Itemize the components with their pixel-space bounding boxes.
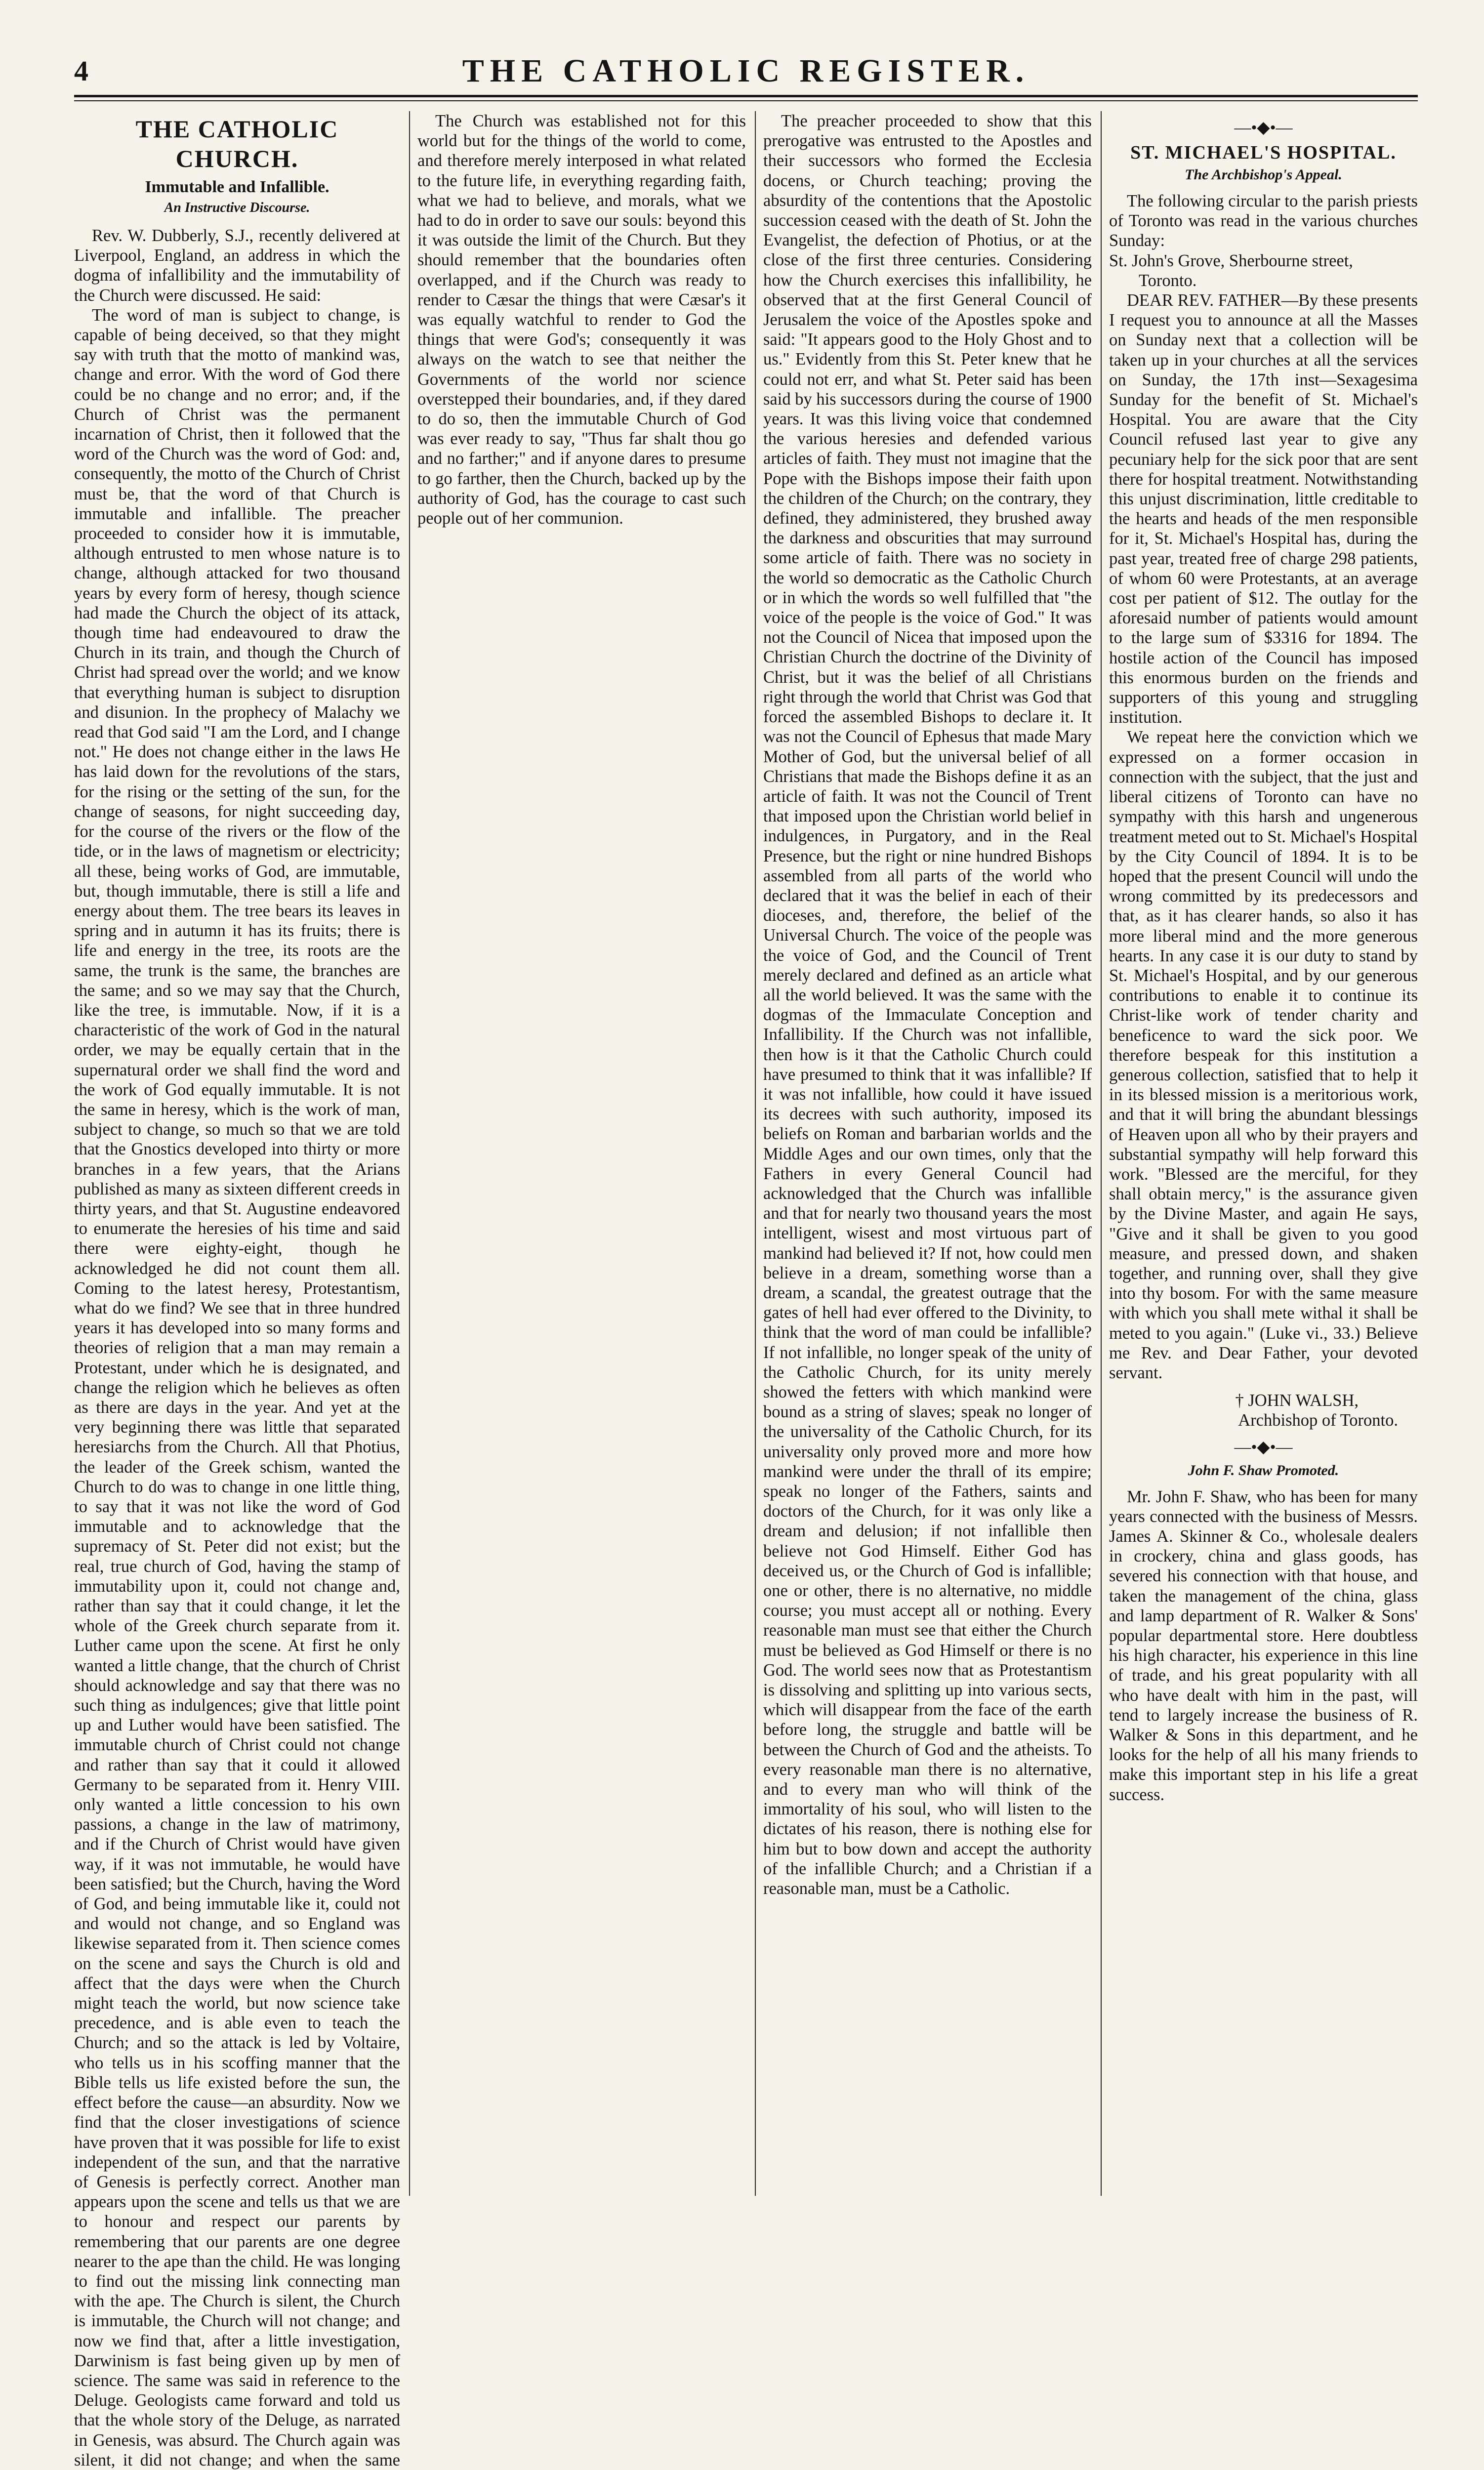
hospital-intro: The following circular to the parish priests of Toronto was read in the various churches Sunday: bbox=[1109, 192, 1418, 250]
page-number: 4 bbox=[74, 55, 88, 87]
article-paragraph: Rev. W. Dubberly, S.J., recently delivered at Liverpool, England, an address in which the dogma of infallibility and the immutability of the Church were discussed. He said: bbox=[74, 226, 400, 305]
newspaper-title: THE CATHOLIC REGISTER. bbox=[462, 53, 1030, 89]
shaw-paragraph: Mr. John F. Shaw, who has been for many years connected with the business of Messrs. James A. Skinner & Co., wholesale dealers in crockery, china and glass goods, has severed his connection with that house, and taken the management of the china, glass and lamp department of R. Walker & Sons' popular departmental store. Here doubtless his high character, his experience in this line of trade, and his great popularity with all who have dealt with him in the past, will tend to largely increase the business of R. Walker & Sons in this department, and he looks for the help of all his many friends to make this important step in his life a great success. bbox=[1109, 1487, 1418, 1804]
column-1 bbox=[74, 111, 400, 2470]
section-ornament: —•◆•— bbox=[1234, 119, 1293, 137]
letter-address: St. John's Grove, Sherbourne street, bbox=[1109, 251, 1353, 270]
shaw-headline: John F. Shaw Promoted. bbox=[1188, 1462, 1339, 1479]
article-paragraph: The word of man is subject to change, is capable of being deceived, so that they might say with truth that the motto of mankind was, change and error. With the word of God there could be no change and no error; and, if the Church of Christ was the permanent incarnation of Christ, then it followed that the word of the Church was the word of God: and, consequently, the motto of the Church of Christ must be, that the word of that Church is immutable and infallible. The preacher proceeded to consider how it is immutable, although entrusted to men whose nature is to change, although attacked for two thousand years by every form of heresy, though science had made the Church the object of its attack, though time had endeavoured to draw the Church in its train, and though the Church of Christ had spread over the world; and we know that everything human is subject to disruption and disunion. In the prophecy of Malachy we read that God said "I am the Lord, and I change not." He does not change either in the laws He has laid down for the revolutions of the stars, for the rising or the setting of the sun, for the change of seasons, for night succeeding day, for the course of the rivers or the flow of the tide, or in the laws of magnetism or electricity; all these, being works of God, are immutable, but, though immutable, there is still a life and energy about them. The tree bears its leaves in spring and in autumn it has its fruits; there is life and energy in the tree, its roots are the same, the trunk is the same, the branches are the same; and so we may say that the Church, like the tree, is immutable. Now, if it is a characteristic of the work of God in the natural order, we may be equally certain that in the supernatural order we shall find the word and the work of God equally immutable. It is not the same in heresy, which is the work of man, subject to change, so much so that we are told that the Gnostics developed into thirty or more branches in a few years, that the Arians published as many as sixteen different creeds in thirty years, and that St. Augustine endeavored to enumerate the heresies of his time and said there were eighty-eight, though he acknowledged he did not count them all. Coming to the latest heresy, Protestantism, what do we find? We see that in three hundred years it has developed into so many forms and theories of religion that a man may remain a Protestant, under which he is designated, and change the religion which he believes as often as there are days in the year. And yet at the very beginning there was little that separated heresiarchs from the Church. All that Photius, the leader of the Greek schism, wanted the Church to do was to change in one little thing, to say that it was not like the word of God immutable and to acknowledge that the supremacy of St. Peter did not exist; but the real, true church of God, having the stamp of immutability upon it, could not change and, rather than say that it could change, it let the whole of the Greek church separate from it. Luther came upon the scene. At first he only wanted a little change, that the church of Christ should acknowledge and say that there was no such thing as indulgences; give that little point up and Luther would have been satisfied. The immutable church of Christ could not change and rather than say that it could it allowed Germany to be separated from it. Henry VIII. only wanted a little concession to his own passions, a change in the law of matrimony, and if the Church of Christ would have given way, if it was not immutable, he would have been satisfied; but the Church, having the Word of God, and being immutable like it, could not and would not change, and so England was likewise separated from it. Then science comes on the scene and says the Church is old and affect that the days were when the Church might teach the world, but now science take precedence, and is able even to teach the Church; and so the attack is led by Voltaire, who tells us in his scoffing manner that the Bible tells us life existed before the sun, the effect before the cause—an absurdity. Now we find that the closer investigations of science have proven that it was possible for life to exist independent of the sun, and that the narrative of Genesis is perfectly correct. Another man appears upon the scene and tells us that we are to honour and respect our parents by remembering that our parents are one degree nearer to the ape than the child. He was longing to find out the missing link connecting man with the ape. The Church is silent, the Church is immutable, the Church will not change; and now we find that, after a little investigation, Darwinism is fast being given up by men of science. The same was said in reference to the Deluge. Geologists came forward and told us that the whole story of the Deluge, as narrated in Genesis, was absurd. The Church again was silent, it did not change; and when the same bbox=[74, 305, 400, 2470]
letter-address: Toronto. bbox=[1139, 271, 1197, 290]
article-paragraph: The preacher proceeded to show that this prerogative was entrusted to the Apostles and their successors who formed the Ecclesia docens, or Church teaching; proving the absurdity of the contentions that the Apostolic succession ceased with the death of St. John the Evangelist, the defection of Photius, or at the close of the first three centuries. Considering how the Church exercises this infallibility, he observed that at the first General Council of Jerusalem the voice of the Apostles spoke and said: "It appears good to the Holy Ghost and to us." Evidently from this St. Peter knew that he could not err, and what St. Peter said has been said by his successors during the course of 1900 years. It was this living voice that condemned the various heresies and defended various articles of faith. They must not imagine that the Pope with the Bishops impose their faith upon the children of the Church; on the contrary, they defined, they administered, they brushed away the darkness and obscurities that may surround some article of faith. There was no society in the world so democratic as the Catholic Church or in which the words so well fulfilled that "the voice of the people is the voice of God." It was not the Council of Nicea that imposed upon the Christian Church the doctrine of the Divinity of Christ, but it was the belief of all Christians right through the world that Christ was God that forced the assembled Bishops to declare it. It was not the Council of Ephesus that made Mary Mother of God, but the universal belief of all Christians that made the Bishops define it as an article of faith. It was not the Council of Trent that imposed upon the Christian world belief in indulgences, in Purgatory, and in the Real Presence, but the right or nine hundred Bishops assembled from all parts of the world who declared that it was the belief in each of their dioceses, and, therefore, the belief of the Universal Church. The voice of the people was the voice of God, and the Council of Trent merely declared and defined as an article what all the world believed. It was the same with the dogmas of the Immaculate Conception and Infallibility. If the Church was not infallible, then how is it that the Catholic Church could have presumed to think that it was infallible? If it was not infallible, how could it have issued its decrees with such authority, imposed its beliefs on Roman and barbarian worlds and the Middle Ages and our own times, only that the Fathers in every General Council had acknowledged that the Church was infallible and that for nearly two thousand years the most intelligent, wisest and most virtuous part of mankind had believed it? If not, how could men believe in a dream, something worse than a dream, a scandal, the greatest outrage that the gates of hell had ever offered to the Divinity, to think that the word of man could be infallible? If not infallible, no longer speak of the unity of the Catholic Church, for its unity merely showed the fetters with which mankind were bound as a string of slaves; speak no longer of the universality of the Catholic Church, for its universality only proved more and more how mankind were under the thrall of its empire; speak no longer of the Fathers, saints and doctors of the Church, for it was only like a dream and delusion; if not infallible then believe not God Himself. Either God has deceived us, or the Church of God is infallible; one or other, there is no alternative, no middle course; you must accept all or nothing. Every reasonable man must see that either the Church must be believed as God Himself or there is no God. The world sees now that as Protestantism is dissolving and splitting up into various sects, which will disappear from the face of the earth before long, the struggle and battle will be between the Church of God and the atheists. To every reasonable man there is no alternative, and to every man who will think of the immortality of his soul, who will listen to the dictates of his reason, there is nothing else for him but to bow down and accept the authority of the infallible Church; and a Christian if a reasonable man, must be a Catholic. bbox=[763, 112, 1092, 1898]
article-subheadline: Immutable and Infallible. bbox=[145, 178, 330, 196]
hospital-headline: ST. MICHAEL'S HOSPITAL. bbox=[1130, 142, 1397, 163]
masthead bbox=[74, 49, 1418, 94]
column-3 bbox=[763, 111, 1092, 2196]
section-ornament: —•◆•— bbox=[1234, 1438, 1293, 1456]
letter-signature-title: Archbishop of Toronto. bbox=[1238, 1411, 1398, 1430]
hospital-subheadline: The Archbishop's Appeal. bbox=[1185, 166, 1342, 183]
letter-paragraph: We repeat here the conviction which we expressed on a former occasion in connection with the subject, that the just and liberal citizens of Toronto can have no sympathy with this harsh and ungenerous treatment meted out to St. Michael's Hospital by the City Council of 1894. It is to be hoped that the present Council will undo the wrong committed by its predecessors and that, as it has clearer hands, so also it has more liberal mind and the more generous hearts. In any case it is our duty to stand by St. Michael's Hospital, and by our generous contributions to enable it to continue its Christ-like work of tender charity and beneficence to ward the sick poor. We therefore bespeak for this institution a generous collection, satisfied that to help it in its blessed mission is a meritorious work, and that it will bring the abundant blessings of Heaven upon all who by their prayers and substantial sympathy will help forward this work. "Blessed are the merciful, for they shall obtain mercy," is the assurance given by the Divine Master, and again He says, "Give and it shall be given to you good measure, and pressed down, and shaken together, and running over, shall they give into thy bosom. For with the same measure with which you shall mete withal it shall be meted to you again." (Luke vi., 33.) Believe me Rev. and Dear Father, your devoted servant. bbox=[1109, 728, 1418, 1382]
article-kicker: An Instructive Discourse. bbox=[164, 200, 310, 215]
article-headline: THE CATHOLIC CHURCH. bbox=[135, 115, 339, 172]
masthead-rule bbox=[74, 95, 1418, 101]
column-2 bbox=[417, 111, 746, 2196]
article-columns bbox=[74, 111, 1418, 2470]
article-paragraph: The Church was established not for this world but for the things of the world to come, and therefore merely interposed in what related to the future life, in everything regarding faith, what we had to believe, and morals, what we had to do in order to save our souls: beyond this it was outside the limit of the Church. But they should remember that the boundaries often overlapped, and if the Church was ready to render to Cæsar the things that were Cæsar's it was equally watchful to render to God the things that were God's; consequently it was always on the watch to see that neither the Governments of the world nor science overstepped their boundaries, and, if they dared to do so, then the immutable Church of God was ever ready to say, "Thus far shalt thou go and no farther;" and if anyone dares to presume to go farther, then the Church, backed up by the authority of God, has the courage to cast such people out of her communion. bbox=[417, 112, 746, 528]
letter-paragraph: DEAR REV. FATHER—By these presents I request you to announce at all the Masses on Sunday next that a collection will be taken up in your churches at all the services on Sunday, the 17th inst—Sexagesima Sunday for the benefit of St. Michael's Hospital. You are aware that the City Council refused last year to give any pecuniary help for the sick poor that are sent there for hospital treatment. Notwithstanding this unjust discrimination, little creditable to the hearts and heads of the men responsible for it, St. Michael's Hospital has, during the past year, treated free of charge 298 patients, of whom 60 were Protestants, at an average cost per patient of $12. The outlay for the aforesaid number of patients would amount to the large sum of $3316 for 1894. The hostile action of the Council has imposed this enormous burden on the friends and supporters of this young and struggling institution. bbox=[1109, 291, 1418, 727]
column-4 bbox=[1109, 111, 1418, 2196]
letter-signature: † JOHN WALSH, bbox=[1235, 1391, 1359, 1410]
